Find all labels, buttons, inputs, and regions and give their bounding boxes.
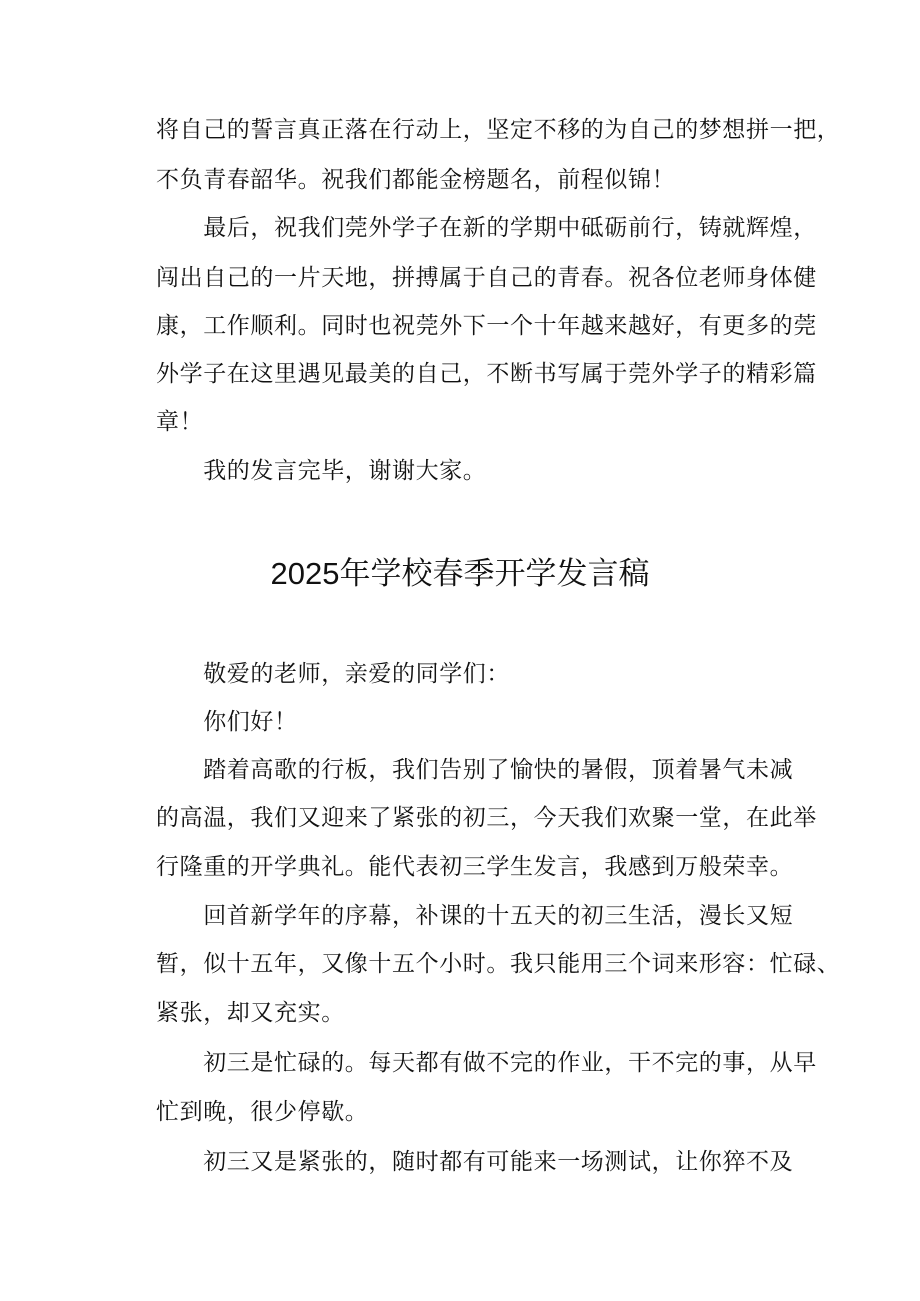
text-line: 将自己的誓言真正落在行动上，坚定不移的为自己的梦想拼一把， [156,117,841,143]
text-line: 外学子在这里遇见最美的自己，不断书写属于莞外学子的精彩篇 [156,361,817,387]
text-line: 忙到晚，很少停歇。 [156,1099,369,1125]
text-line: 回首新学年的序幕，补课的十五天的初三生活，漫长又短 [156,903,794,929]
text-line: 你们好！ [156,709,298,735]
text-line: 最后，祝我们莞外学子在新的学期中砥砺前行，铸就辉煌， [156,215,817,241]
text-line: 的高温，我们又迎来了紧张的初三，今天我们欢聚一堂，在此举 [156,805,817,831]
text-line: 踏着高歌的行板，我们告别了愉快的暑假，顶着暑气未减 [156,757,794,783]
text-line: 章！ [156,409,204,435]
text-line: 行隆重的开学典礼。能代表初三学生发言，我感到万般荣幸。 [156,854,794,880]
text-line: 初三是忙碌的。每天都有做不完的作业，干不完的事，从早 [156,1050,817,1076]
text-line: 不负青春韶华。祝我们都能金榜题名，前程似锦！ [156,167,676,193]
text-line: 康，工作顺利。同时也祝莞外下一个十年越来越好，有更多的莞 [156,313,817,339]
text-line: 我的发言完毕，谢谢大家。 [156,458,487,484]
text-line: 紧张，却又充实。 [156,1000,345,1026]
text-line: 敬爱的老师，亲爱的同学们： [156,661,510,687]
text-line: 初三又是紧张的，随时都有可能来一场测试，让你猝不及 [156,1149,794,1175]
page-title: 2025年学校春季开学发言稿 [270,556,650,591]
text-line: 闯出自己的一片天地，拼搏属于自己的青春。祝各位老师身体健 [156,265,817,291]
text-line: 暂，似十五年，又像十五个小时。我只能用三个词来形容：忙碌、 [156,951,841,977]
